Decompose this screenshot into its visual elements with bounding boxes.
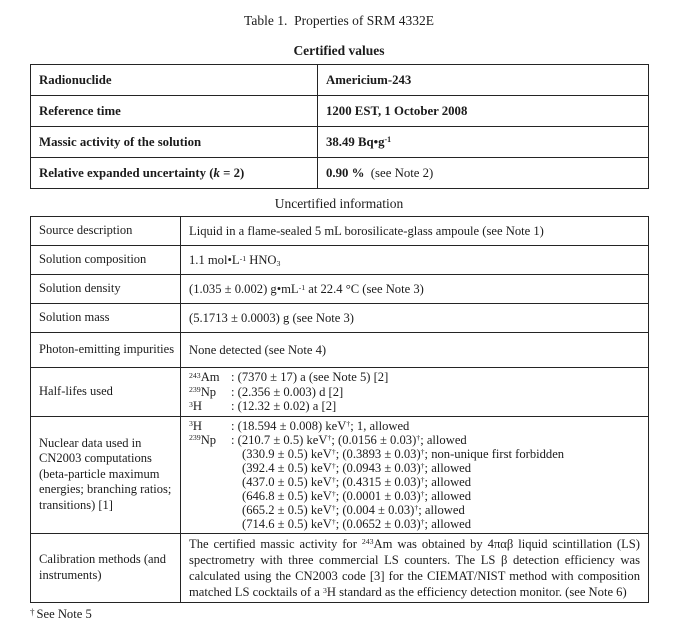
text-segment: ; 1, allowed [350, 418, 410, 433]
text-segment: Calibration methods (and instruments) [39, 552, 167, 582]
page-title: Table 1. Properties of SRM 4332E [244, 13, 434, 28]
value-line [189, 447, 640, 461]
text-segment: 38.49 Bq•g [326, 135, 385, 149]
text-segment: † [331, 461, 336, 470]
row-label [31, 368, 181, 417]
value-line [189, 503, 640, 517]
text-segment: 3 [276, 258, 281, 268]
row-value [318, 65, 649, 96]
text-segment: ; (0.004 ± 0.03) [335, 502, 415, 517]
text-segment: † [327, 433, 332, 442]
text-segment: The certified massic activity for [189, 536, 362, 551]
text-segment: (437.0 ± 0.5) keV [242, 474, 332, 489]
row-solution-composition [31, 246, 649, 275]
row-calibration [31, 533, 649, 603]
text-segment: ; non-unique first forbidden [424, 446, 565, 461]
text-segment: : (12.32 ± 0.02) a [2] [231, 399, 337, 413]
text-segment: : (7370 ± 17) a (see Note 5) [2] [231, 370, 389, 384]
value-line [326, 72, 640, 88]
value-line [189, 370, 640, 385]
text-segment: ; (0.0943 ± 0.03) [335, 460, 421, 475]
uncertified-information-heading: Uncertified information [274, 196, 404, 211]
footnote [30, 607, 648, 623]
text-segment: 0.90 % [326, 166, 365, 180]
value-line [326, 165, 640, 181]
text-segment: ; allowed [424, 474, 472, 489]
value-line [189, 385, 640, 400]
text-segment: Solution composition [39, 252, 147, 267]
text-segment: : (210.7 ± 0.5) keV [231, 432, 328, 447]
text-segment: 239 [189, 385, 201, 394]
text-segment: 239 [189, 433, 201, 442]
text-segment: ; allowed [424, 488, 472, 503]
text-segment: 243 [361, 537, 374, 546]
row-source-description [31, 217, 649, 246]
text-segment: 3 [189, 399, 193, 409]
text-segment: (5.1713 ± 0.0003) g (see Note 3) [189, 311, 354, 325]
value-line [189, 252, 640, 268]
text-segment: Half-lifes used [39, 384, 113, 398]
uncertified-information-table [30, 216, 649, 603]
text-segment: = 2) [219, 165, 245, 180]
text-segment: Source description [39, 223, 133, 238]
text-segment: Americium-243 [326, 73, 412, 87]
text-segment: at 22.4 °C (see Note 3) [305, 282, 424, 296]
text-segment: : (18.594 ± 0.008) keV [231, 418, 347, 433]
text-segment: † [331, 447, 336, 456]
text-segment: ; (0.3893 ± 0.03) [335, 446, 421, 461]
row-label [31, 96, 318, 127]
text-segment: † [420, 475, 425, 484]
value-line [189, 489, 640, 503]
value-line [189, 433, 640, 447]
text-segment: 3 [189, 419, 193, 428]
text-segment: H [192, 399, 203, 413]
text-segment: ; (0.4315 ± 0.03) [335, 474, 421, 489]
row-solution-density [31, 275, 649, 304]
text-segment: † [331, 503, 336, 512]
certified-tbody [31, 65, 649, 189]
text-segment: Reference time [39, 103, 121, 118]
row-radionuclide [31, 65, 649, 96]
text-segment: † [331, 489, 336, 498]
row-label [31, 275, 181, 304]
row-label [31, 65, 318, 96]
text-segment: HNO [246, 253, 277, 267]
text-segment: 1.1 mol•L [189, 253, 240, 267]
row-photon-impurities [31, 333, 649, 368]
text-segment: -1 [384, 135, 392, 145]
text-segment: † [414, 503, 419, 512]
value-line [189, 223, 640, 239]
value-line [189, 399, 640, 414]
dagger-icon: † [30, 607, 35, 618]
value-line [189, 536, 640, 601]
text-segment: Nuclear data used in CN2003 computations (beta-particle maximum energies; branching ratios; transitions) [1] [39, 435, 172, 512]
row-uncertainty [31, 158, 649, 189]
certified-values-heading: Certified values [293, 43, 385, 58]
text-segment: † [346, 419, 351, 428]
text-segment: † [331, 517, 336, 526]
footnote-text: See Note 5 [36, 607, 92, 622]
value-line [189, 281, 640, 297]
text-segment: (330.9 ± 0.5) keV [242, 446, 332, 461]
text-segment: † [420, 489, 425, 498]
row-value [318, 127, 649, 158]
text-segment: † [420, 461, 425, 470]
isotope-prefix [189, 433, 231, 447]
row-label [31, 246, 181, 275]
value-line [189, 310, 640, 326]
text-segment: ; allowed [424, 460, 472, 475]
text-segment: Massic activity of the solution [39, 134, 202, 149]
row-label [31, 533, 181, 603]
text-segment: k [213, 165, 220, 180]
text-segment: ; allowed [418, 502, 465, 517]
value-line [326, 134, 640, 150]
row-label [31, 416, 181, 533]
row-value [181, 416, 649, 533]
text-segment: Radionuclide [39, 72, 112, 87]
text-segment: Photon-emitting impurities [39, 342, 175, 357]
text-segment: 3 [322, 585, 327, 595]
isotope-prefix [189, 385, 231, 400]
text-segment: 1200 EST, 1 October 2008 [326, 104, 468, 118]
text-segment: ; allowed [424, 516, 472, 531]
row-label [31, 217, 181, 246]
text-segment: (665.2 ± 0.5) keV [242, 502, 332, 517]
value-line [189, 517, 640, 531]
text-segment: (646.8 ± 0.5) keV [242, 488, 332, 503]
row-nuclear-data [31, 416, 649, 533]
text-segment: ; (0.0652 ± 0.03) [335, 516, 421, 531]
row-massic-activity [31, 127, 649, 158]
text-segment: -1 [239, 253, 247, 263]
text-segment: Np [200, 432, 217, 447]
text-segment: : (2.356 ± 0.003) d [2] [231, 384, 344, 399]
row-half-lifes [31, 368, 649, 417]
value-line [189, 419, 640, 433]
row-label [31, 127, 318, 158]
row-label [31, 304, 181, 333]
value-line [189, 461, 640, 475]
row-label [31, 333, 181, 368]
uncertified-tbody [31, 217, 649, 603]
text-segment: -1 [298, 282, 306, 292]
text-segment: Am was obtained by 4παβ liquid scintillation (LS) spectrometry with three commercial LS counters. The LS β detection efficiency was calculated using the CN2003 code [3] for the CIEMAT/NIST method with composition matched LS cocktails of a [189, 536, 640, 600]
row-value [181, 368, 649, 417]
row-value [181, 246, 649, 275]
isotope-prefix [189, 399, 231, 414]
row-solution-mass [31, 304, 649, 333]
isotope-prefix [189, 419, 231, 433]
isotope-prefix [189, 370, 231, 385]
text-segment: None detected (see Note 4) [189, 343, 327, 357]
certified-values-table [30, 64, 649, 189]
text-segment: † [420, 517, 425, 526]
text-segment: Am [200, 370, 220, 384]
row-reference-time [31, 96, 649, 127]
text-segment: † [331, 475, 336, 484]
text-segment: ; (0.0156 ± 0.03) [331, 432, 417, 447]
text-segment: (1.035 ± 0.002) g•mL [189, 282, 299, 296]
value-line [189, 475, 640, 489]
value-line [189, 342, 640, 358]
text-segment: Solution density [39, 281, 121, 296]
text-segment: † [420, 447, 425, 456]
text-segment: Solution mass [39, 310, 110, 325]
text-segment: † [416, 433, 421, 442]
text-segment: Np [200, 384, 217, 399]
text-segment: (see Note 2) [364, 166, 434, 180]
value-line [326, 103, 640, 119]
text-segment: 243 [189, 370, 201, 380]
text-segment: Liquid in a flame-sealed 5 mL borosilicate-glass ampoule (see Note 1) [189, 224, 544, 238]
row-value [181, 304, 649, 333]
text-segment: H [192, 418, 203, 433]
row-value [318, 96, 649, 127]
row-value [181, 533, 649, 603]
row-value [181, 333, 649, 368]
text-segment: ; allowed [420, 432, 467, 447]
row-label [31, 158, 318, 189]
text-segment: Relative expanded uncertainty ( [39, 165, 214, 180]
row-value [318, 158, 649, 189]
text-segment: (714.6 ± 0.5) keV [242, 516, 332, 531]
text-segment: (392.4 ± 0.5) keV [242, 460, 332, 475]
text-segment: ; (0.0001 ± 0.03) [335, 488, 421, 503]
row-value [181, 275, 649, 304]
text-segment: H standard as the efficiency detection monitor. (see Note 6) [326, 585, 627, 600]
row-value [181, 217, 649, 246]
